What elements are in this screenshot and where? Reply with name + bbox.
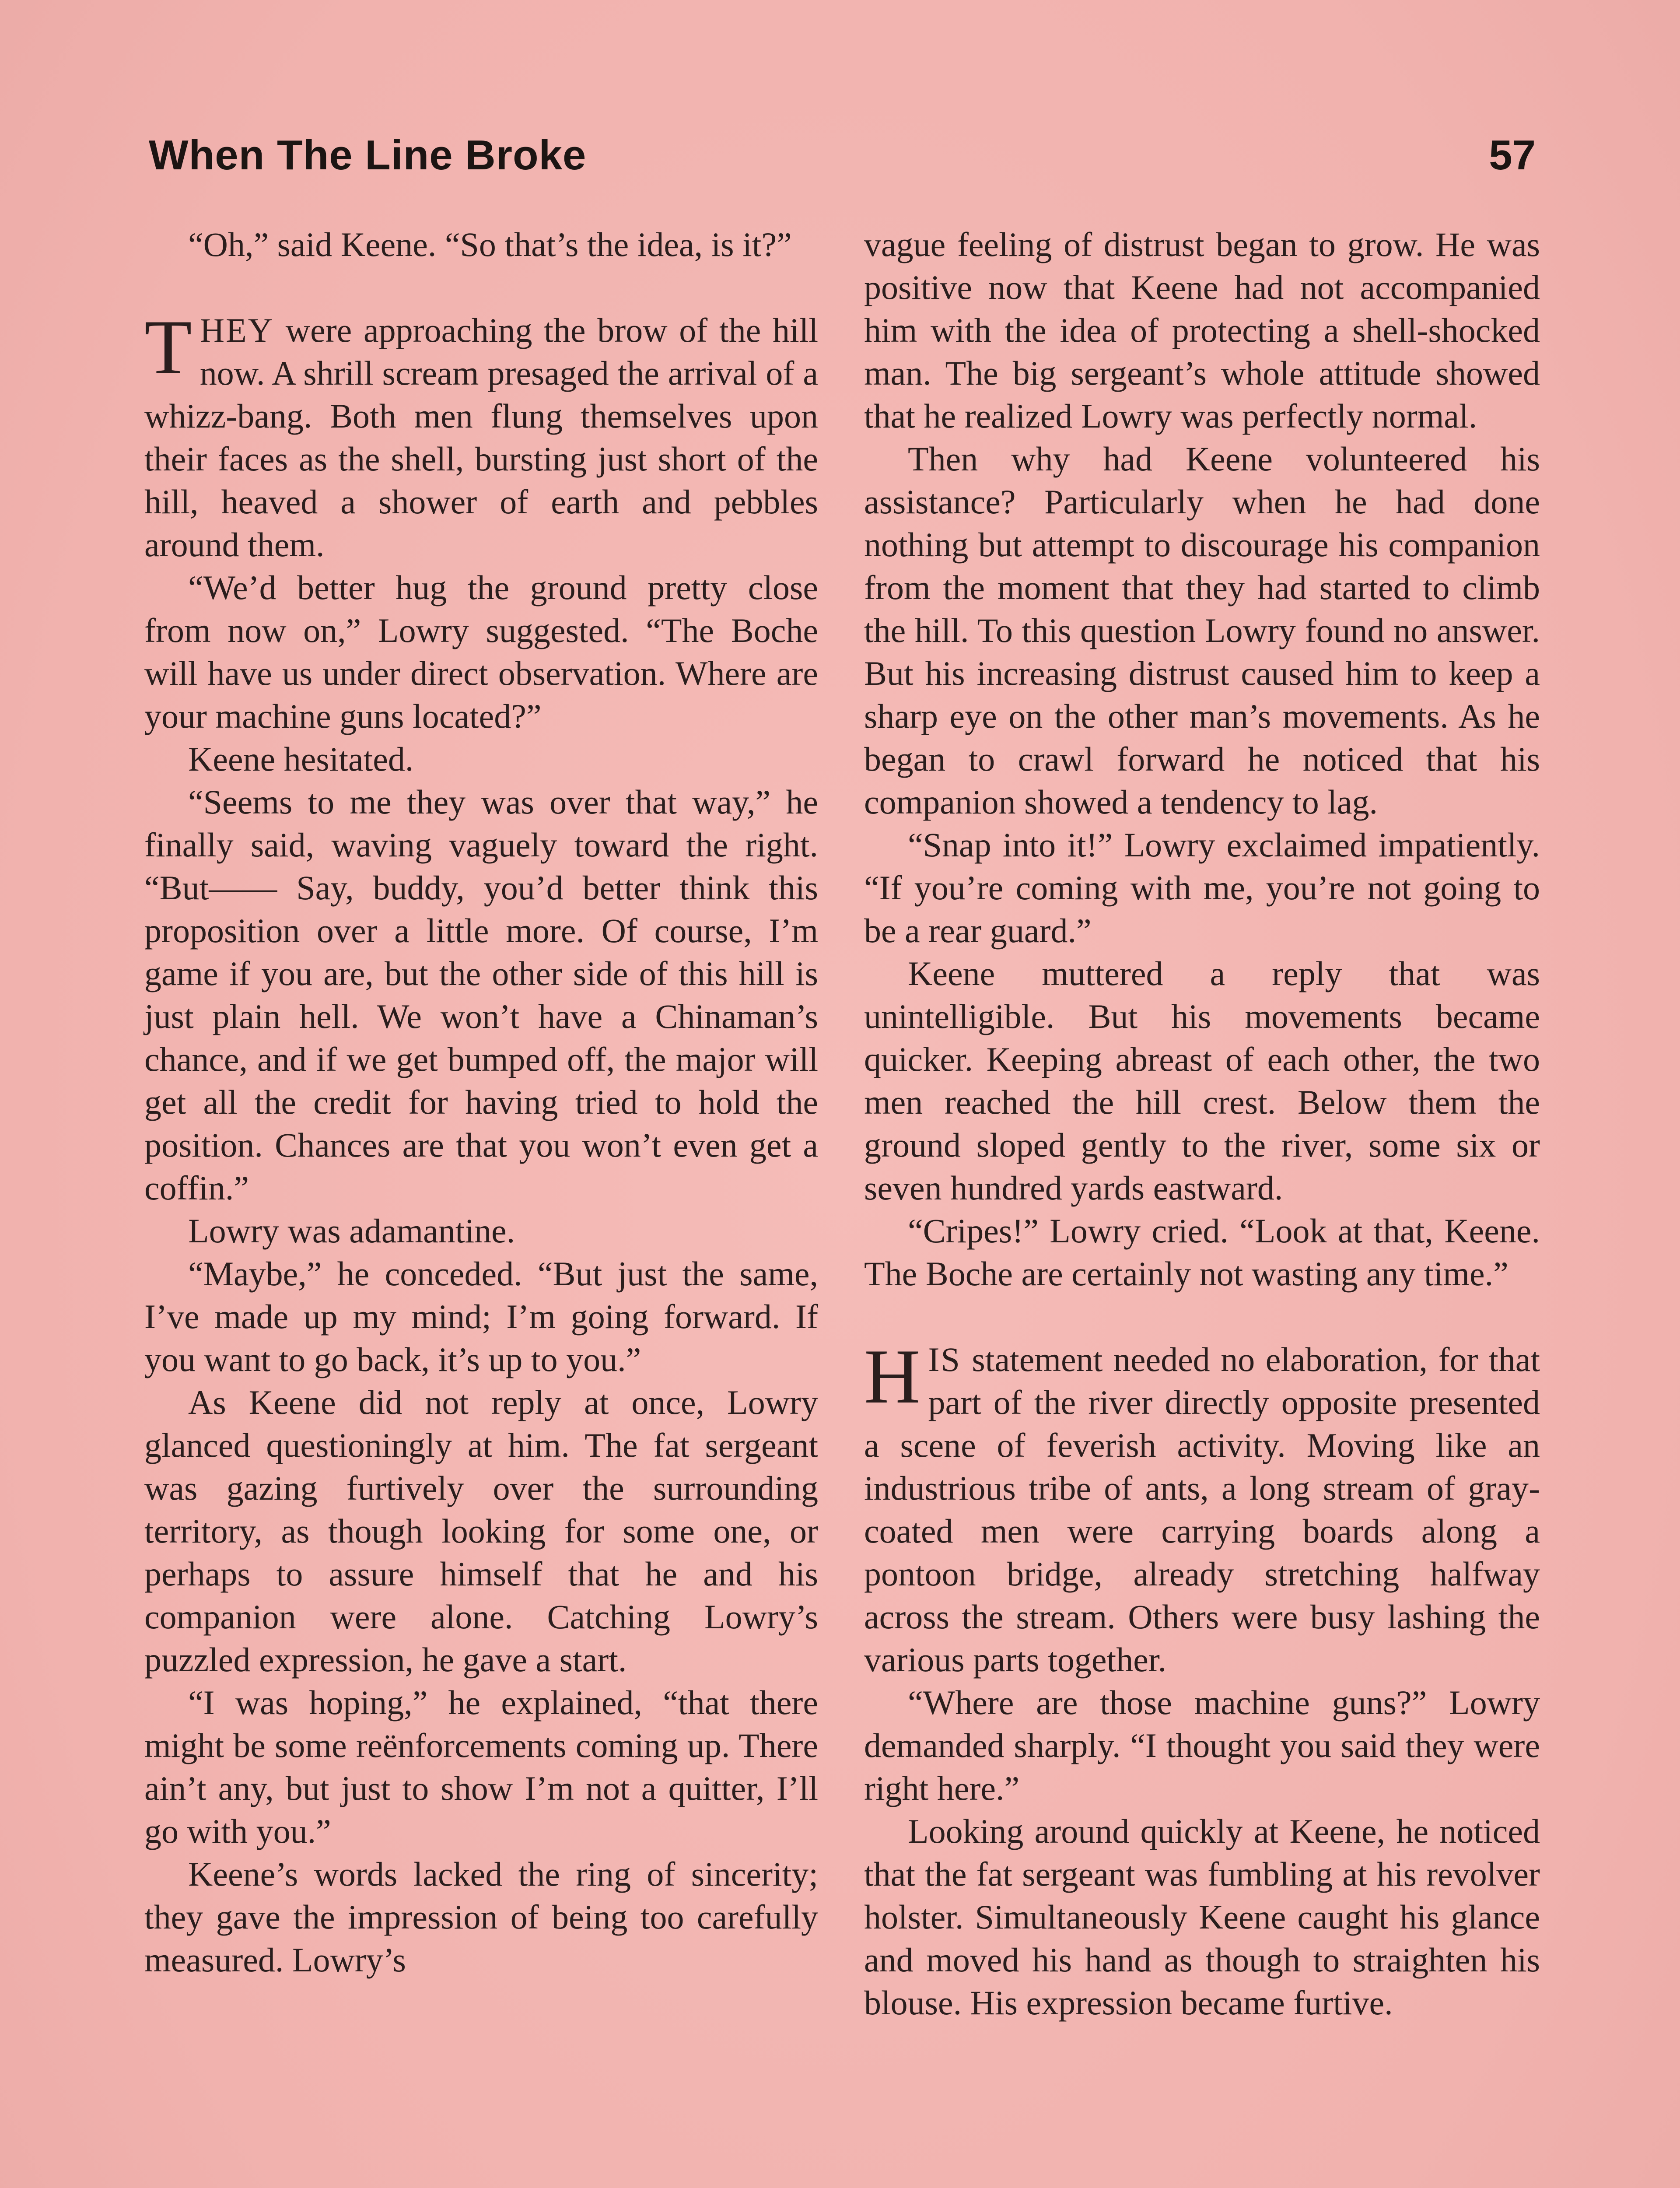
small-caps-lead: HEY: [200, 311, 274, 349]
paragraph: Keene hesitated.: [188, 740, 414, 778]
paragraph: “Oh,” said Keene. “So that’s the idea, is it?”: [188, 225, 792, 263]
drop-cap: H: [864, 1333, 920, 1420]
paragraph: “Where are those machine guns?” Lowry demanded sharply. “I thought you said they were right here.”: [864, 1683, 1540, 1807]
left-column: [144, 223, 818, 1981]
right-column: [864, 223, 1540, 2024]
paragraph-text: were approaching the brow of the hill now. A shrill scream presaged the arrival of a whizz-bang. Both men flung themselves upon their faces as the shell, bursting just short of the hill, heaved a shower of earth and pebbles around them.: [144, 311, 818, 564]
paragraph: Looking around quickly at Keene, he noticed that the fat sergeant was fumbling at his revolver holster. Simultaneously Keene caught his glance and moved his hand as though to straighten his blouse. His expression became furtive.: [864, 1812, 1540, 2022]
page-header: [149, 131, 1536, 188]
paragraph: [864, 1333, 1540, 1681]
paragraph: Then why had Keene volunteered his assistance? Particularly when he had done nothing but attempt to discourage his companion from the moment that they had started to climb the hill. To this question Lowry found no answer. But his increasing distrust caused him to keep a sharp eye on the other man’s movements. As he began to crawl forward he noticed that his companion showed a tendency to lag.: [864, 440, 1540, 821]
paragraph: Keene’s words lacked the ring of sincerity; they gave the impression of being too carefully measured. Lowry’s: [144, 1855, 818, 1979]
drop-cap: T: [144, 304, 192, 390]
paragraph-text: statement needed no elaboration, for that part of the river directly opposite presented a scene of feverish activity. Moving like an industrious tribe of ants, a long stream of gray-coated men were carrying boards along a pontoon bridge, already stretching halfway across the stream. Others were busy lashing the various parts together.: [864, 1340, 1540, 1679]
paragraph: “We’d better hug the ground pretty close from now on,” Lowry suggested. “The Boche will have us under direct observation. Where are your machine guns located?”: [144, 568, 818, 735]
paragraph: Lowry was adamantine.: [188, 1212, 515, 1250]
paragraph: “Maybe,” he conceded. “But just the same, I’ve made up my mind; I’m going forward. If you want to go back, it’s up to you.”: [144, 1255, 818, 1378]
page-number: 57: [1489, 132, 1536, 179]
small-caps-lead: IS: [928, 1340, 961, 1378]
paragraph: “Snap into it!” Lowry exclaimed impatiently. “If you’re coming with me, you’re not going to be a rear guard.”: [864, 826, 1540, 950]
paragraph: [144, 304, 818, 566]
paragraph: As Keene did not reply at once, Lowry glanced questioningly at him. The fat sergeant was gazing furtively over the surrounding territory, as though looking for some one, or perhaps to assure himself that he and his companion were alone. Catching Lowry’s puzzled expression, he gave a start.: [144, 1383, 818, 1679]
paragraph: “Seems to me they was over that way,” he finally said, waving vaguely toward the right. “But—— Say, buddy, you’d better think this proposition over a little more. Of course, I’m game if you are, but the other side of this hill is just plain hell. We won’t have a Chinaman’s chance, and if we get bumped off, the major will get all the credit for having tried to hold the position. Chances are that you won’t even get a coffin.”: [144, 783, 818, 1207]
paragraph: Keene muttered a reply that was unintelligible. But his movements became quicker. Keeping abreast of each other, the two men reached the hill crest. Below them the ground sloped gently to the river, some six or seven hundred yards eastward.: [864, 954, 1540, 1207]
paragraph: “Cripes!” Lowry cried. “Look at that, Keene. The Boche are certainly not wasting any time.”: [864, 1212, 1540, 1293]
running-title: When The Line Broke: [149, 132, 587, 179]
paragraph: vague feeling of distrust began to grow. He was positive now that Keene had not accompanied him with the idea of protecting a shell-shocked man. The big sergeant’s whole attitude showed that he realized Lowry was perfectly normal.: [864, 225, 1540, 435]
paragraph: “I was hoping,” he explained, “that there might be some reënforcements coming up. There ain’t any, but just to show I’m not a quitter, I’ll go with you.”: [144, 1683, 818, 1850]
